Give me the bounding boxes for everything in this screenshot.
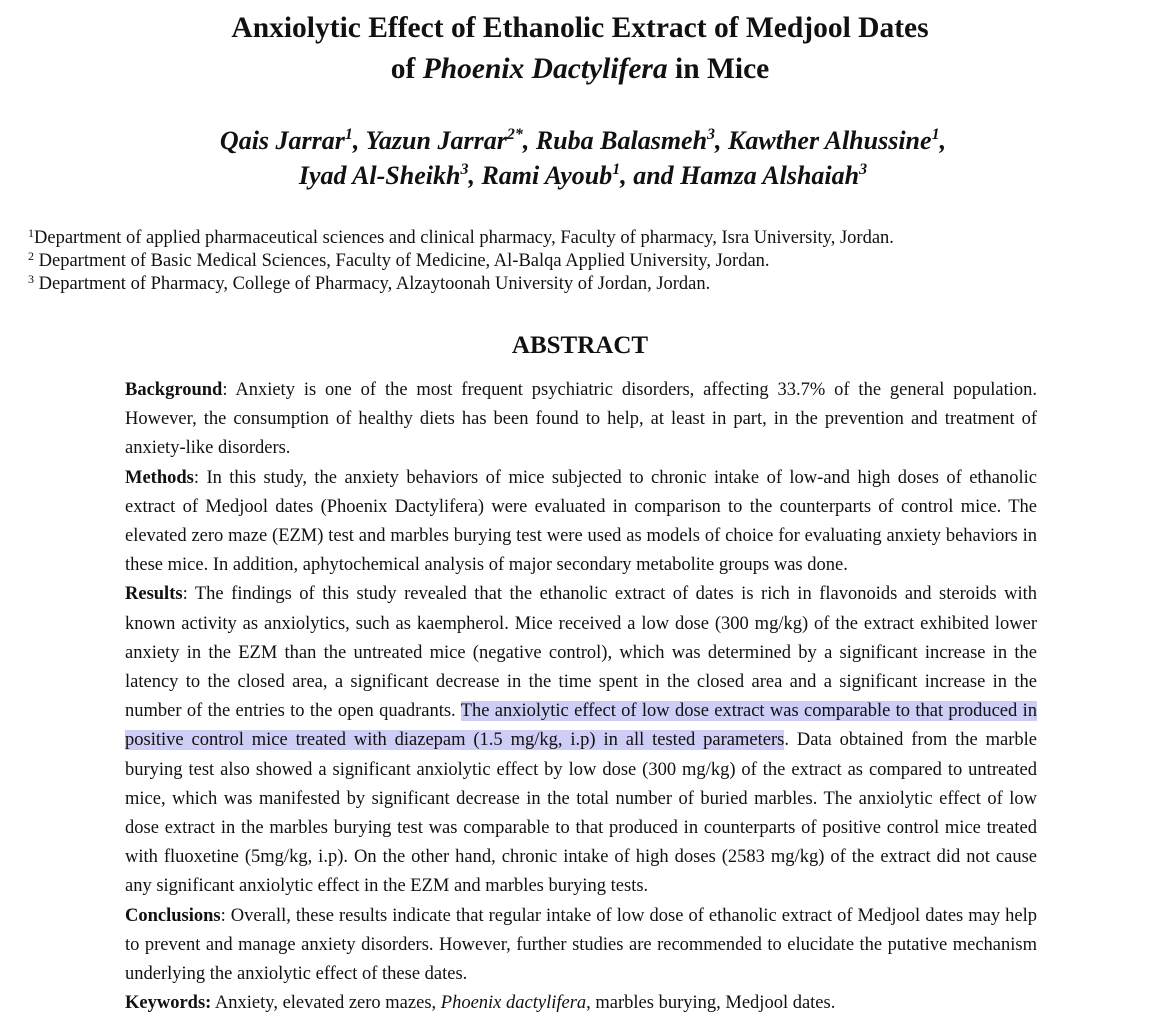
author-separator: , — [522, 126, 536, 155]
keywords-text-before: Anxiety, elevated zero mazes, — [211, 993, 441, 1014]
results-text-after: . Data obtained from the marble burying test also showed a significant anxiolytic effect by low dose (300 mg/kg) of the extract as compared to untreated mice, which was manifested by significant decrease in the total number of buried marbles. The anxiolytic effect of low dose extract in the marbles burying test was comparable to that produced in counterparts of positive control mice treated with fluoxetine (5mg/kg, i.p). On the other hand, chronic intake of high doses (2583 mg/kg) of the extract did not cause any significant anxiolytic effect in the EZM and marbles burying tests. — [125, 730, 1037, 897]
keywords-species: Phoenix dactylifera — [440, 993, 587, 1014]
author-affiliation-mark: 1 — [612, 161, 621, 178]
author-separator: , — [715, 126, 729, 155]
section-label-results: Results — [125, 584, 183, 605]
section-label-conclusions: Conclusions — [125, 905, 221, 926]
author: Qais Jarrar — [219, 126, 345, 155]
abstract-body — [125, 376, 1037, 1018]
abstract-methods — [125, 464, 1037, 581]
affiliation-text: Department of Basic Medical Sciences, Faculty of Medicine, Al-Balqa Applied University, Jordan. — [34, 251, 770, 271]
author-affiliation-mark: 1 — [931, 126, 940, 143]
title-line-2-suffix: in Mice — [667, 53, 770, 85]
keywords-text-after: , marbles burying, Medjool dates. — [586, 993, 836, 1014]
author: Hamza Alshaiah — [680, 161, 860, 190]
author: Kawther Alhussine — [728, 126, 932, 155]
section-label-background: Background — [125, 380, 223, 400]
author-separator: , and — [620, 161, 681, 190]
results-text-before: : The findings of this study revealed that the ethanolic extract of dates is rich in flavonoids and steroids with known activity as anxiolytics, such as kaempherol. Mice received a low dose (300 mg/kg) of the extract exhibited lower anxiety in the EZM than the untreated mice (negative control), which was determined by a significant increase in the latency to the closed area, a significant decrease in the time spent in the closed area and a significant increase in the number of the entries to the open quadrants. — [125, 584, 1037, 722]
section-label-methods: Methods — [125, 467, 194, 488]
abstract-heading: ABSTRACT — [511, 332, 649, 359]
abstract-keywords — [125, 989, 1037, 1018]
affiliation-item — [28, 250, 1148, 273]
author-affiliation-mark: 3 — [460, 161, 469, 178]
author: Yazun Jarrar — [365, 126, 507, 155]
conclusions-text: : Overall, these results indicate that regular intake of low dose of ethanolic extract of Medjool dates may help to prevent and manage anxiety disorders. However, further studies are recommended to elucidate the putative mechanism underlying the anxiolytic effect of these dates. — [125, 905, 1037, 985]
author: Rami Ayoub — [481, 161, 613, 190]
title-line-1: Anxiolytic Effect of Ethanolic Extract of Medjool Dates — [231, 12, 929, 44]
title-species: Phoenix Dactylifera — [422, 53, 668, 85]
highlighted-text-selection[interactable]: The anxiolytic effect of low dose extract was comparable to that produced in positive control mice treated with diazepam (1.5 mg/kg, i.p) in all tested parameters — [125, 701, 1037, 751]
affiliation-item — [28, 273, 1148, 296]
abstract-background — [125, 376, 1037, 464]
affiliation-number: 2 — [28, 249, 34, 263]
author-affiliation-mark: 2* — [506, 126, 523, 143]
author: Ruba Balasmeh — [535, 126, 708, 155]
author: Iyad Al-Sheikh — [298, 161, 461, 190]
affiliation-item — [28, 227, 1148, 250]
author-affiliation-mark: 3 — [707, 126, 716, 143]
abstract-conclusions — [125, 902, 1037, 990]
background-text: : Anxiety is one of the most frequent psychiatric disorders, affecting 33.7% of the general population. However, the consumption of healthy diets has been found to help, at least in part, in the prevention and treatment of anxiety-like disorders. — [125, 380, 1037, 459]
affiliation-number: 3 — [28, 272, 34, 286]
author-separator: , — [352, 126, 366, 155]
affiliation-list — [28, 227, 1148, 296]
paper-title — [0, 8, 1160, 90]
author-separator: , — [468, 161, 482, 190]
author-separator: , — [939, 126, 947, 155]
title-line-2-prefix: of — [390, 53, 423, 85]
author-list — [0, 123, 1166, 193]
author-affiliation-mark: 3 — [859, 161, 868, 178]
section-label-keywords: Keywords: — [125, 993, 212, 1014]
methods-text: : In this study, the anxiety behaviors of mice subjected to chronic intake of low-and high doses of ethanolic extract of Medjool dates (Phoenix Dactylifera) were evaluated in comparison to the counterparts of control mice. The elevated zero maze (EZM) test and marbles burying test were used as models of choice for evaluating anxiety behaviors in these mice. In addition, aphytochemical analysis of major secondary metabolite groups was done. — [125, 467, 1037, 576]
abstract-results — [125, 580, 1037, 901]
affiliation-text: Department of applied pharmaceutical sciences and clinical pharmacy, Faculty of pharmacy, Isra University, Jordan. — [34, 228, 894, 248]
affiliation-number: 1 — [28, 226, 34, 240]
author-affiliation-mark: 1 — [344, 126, 353, 143]
affiliation-text: Department of Pharmacy, College of Pharmacy, Alzaytoonah University of Jordan, Jordan. — [34, 274, 711, 294]
